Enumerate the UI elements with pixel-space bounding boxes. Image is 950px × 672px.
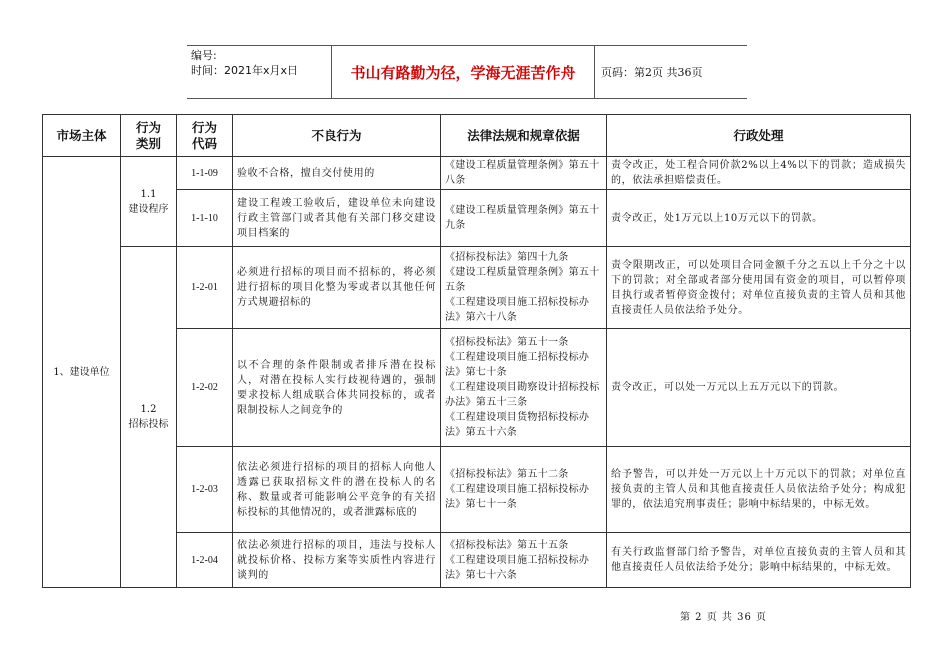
conduct-cell: 必须进行招标的项目而不招标的，将必须进行招标的项目化整为零或者以其他任何方式规避招标的: [233, 247, 441, 329]
bad-conduct-table: [42, 114, 911, 588]
basis-cell: 《招标投标法》第五十五条 《工程建设项目施工招标投标办法》第七十六条: [441, 533, 607, 588]
table-row: [43, 247, 911, 329]
column-header-penalty: 行政处理: [607, 115, 911, 157]
basis-cell: 《建设工程质量管理条例》第五十九条: [441, 190, 607, 247]
basis-cell: 《招标投标法》第五十一条 《工程建设项目施工招标投标办法》第七十条 《工程建设项目勘察设计招标投标办法》第五十三条 《工程建设项目货物招标投标办法》第五十六条: [441, 329, 607, 447]
document-time-label: 时间：2021年x月x日: [191, 64, 299, 77]
code-cell: 1-2-03: [177, 447, 233, 533]
column-header-conduct: 不良行为: [233, 115, 441, 157]
header-meta: [191, 48, 331, 96]
basis-cell: 《招标投标法》第五十二条 《工程建设项目施工招标投标办法》第七十一条: [441, 447, 607, 533]
code-cell: 1-1-09: [177, 157, 233, 190]
code-cell: 1-1-10: [177, 190, 233, 247]
conduct-cell: 依法必须进行招标的项目，违法与投标人就投标价格、投标方案等实质性内容进行谈判的: [233, 533, 441, 588]
code-cell: 1-2-02: [177, 329, 233, 447]
column-header-subject: 市场主体: [43, 115, 121, 157]
basis-cell: 《建设工程质量管理条例》第五十八条: [441, 157, 607, 190]
penalty-cell: 责令改正，可以处一万元以上五万元以下的罚款。: [607, 329, 911, 447]
header-motto: 书山有路勤为径，学海无涯苦作舟: [350, 63, 576, 82]
column-header-code: 行为代码: [177, 115, 233, 157]
table-row: [43, 157, 911, 190]
code-cell: 1-2-04: [177, 533, 233, 588]
penalty-cell: 给予警告，可以并处一万元以上十万元以下的罚款；对单位直接负责的主管人员和其他直接责任人员依法给予处分；构成犯罪的，依法追究刑事责任；影响中标结果的，中标无效。: [607, 447, 911, 533]
market-subject-cell: 1、建设单位: [43, 157, 121, 588]
penalty-cell: 有关行政监督部门给予警告，对单位直接负责的主管人员和其他直接责任人员依法给予处分；影响中标结果的，中标无效。: [607, 533, 911, 588]
document-header: [187, 45, 747, 99]
basis-cell: 《招标投标法》第四十九条 《建设工程质量管理条例》第五十五条 《工程建设项目施工招标投标办法》第六十八条: [441, 247, 607, 329]
page-footer: 第 2 页 共 36 页: [680, 612, 767, 623]
conduct-cell: 建设工程竣工验收后，建设单位未向建设行政主管部门或者其他有关部门移交建设项目档案的: [233, 190, 441, 247]
penalty-cell: 责令限期改正，可以处项目合同金额千分之五以上千分之十以下的罚款；对全部或者部分使用国有资金的项目，可以暂停项目执行或者暂停资金拨付；对单位直接负责的主管人员和其他直接责任人员依法给予处分。: [607, 247, 911, 329]
conduct-cell: 以不合理的条件限制或者排斥潜在投标人，对潜在投标人实行歧视待遇的，强制要求投标人组成联合体共同投标的，或者限制投标人之间竞争的: [233, 329, 441, 447]
header-page-label: 页码：第2页 共36页: [601, 66, 703, 79]
penalty-cell: 责令改正，处1万元以上10万元以下的罚款。: [607, 190, 911, 247]
column-header-category: 行为类别: [121, 115, 177, 157]
category-cell: 1.2 招标投标: [121, 247, 177, 588]
penalty-cell: 责令改正，处工程合同价款2%以上4%以下的罚款；造成损失的，依法承担赔偿责任。: [607, 157, 911, 190]
conduct-cell: 验收不合格，擅自交付使用的: [233, 157, 441, 190]
code-cell: 1-2-01: [177, 247, 233, 329]
category-cell: 1.1 建设程序: [121, 157, 177, 247]
document-number-label: 编号:: [191, 49, 217, 62]
conduct-cell: 依法必须进行招标的项目的招标人向他人透露已获取招标文件的潜在投标人的名称、数量或者可能影响公平竞争的有关招标投标的其他情况的，或者泄露标底的: [233, 447, 441, 533]
table-header-row: [43, 115, 911, 157]
header-divider: [594, 46, 595, 98]
column-header-basis: 法律法规和规章依据: [441, 115, 607, 157]
